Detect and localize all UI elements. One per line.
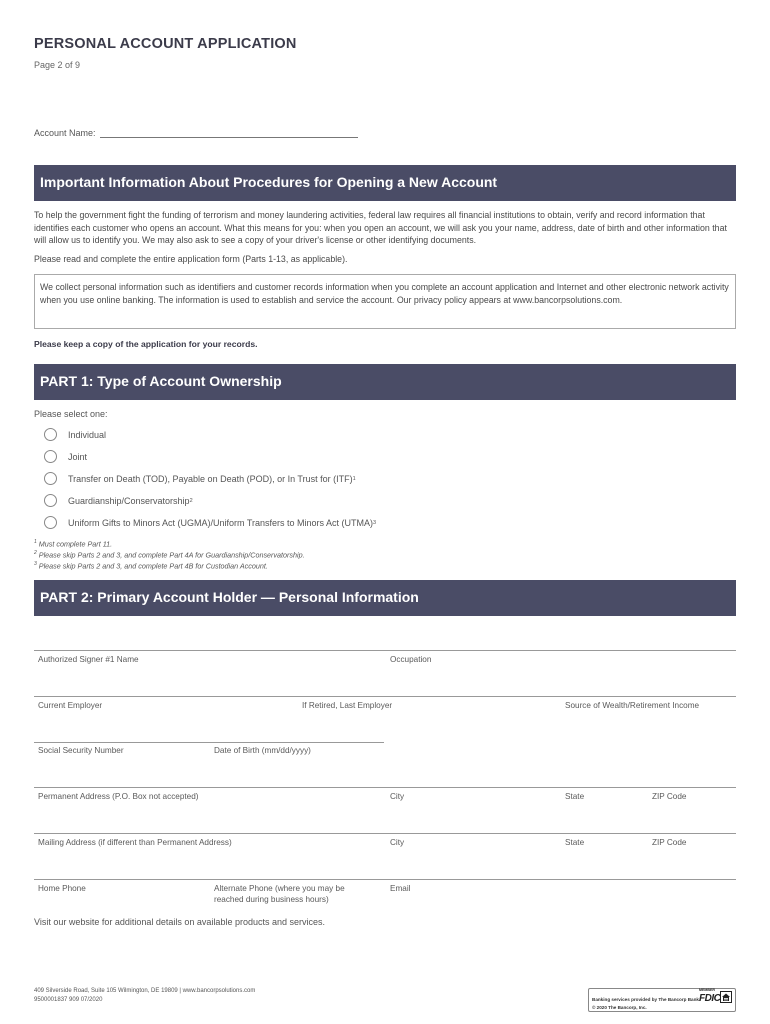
account-name-row <box>34 128 358 138</box>
option-label: Uniform Gifts to Minors Act (UGMA)/Uniform Transfers to Minors Act (UTMA) <box>68 517 374 528</box>
bank-disclosure-badge <box>588 988 736 1012</box>
member-text: MEMBER <box>699 988 715 992</box>
radio-individual[interactable] <box>44 428 57 441</box>
signer-name-field[interactable]: Authorized Signer #1 Name <box>38 655 139 664</box>
bank-note: Banking services provided by The Bancorp Bank. <box>592 997 701 1002</box>
ssn-field[interactable]: Social Security Number <box>38 746 124 755</box>
field-rule <box>34 742 384 743</box>
option-label: Guardianship/Conservatorship <box>68 495 190 506</box>
home-phone-field[interactable]: Home Phone <box>38 884 86 893</box>
account-name-field[interactable] <box>100 128 358 138</box>
footnote-3: $^3$ Please skip Parts 2 and 3, and complete Part 4B for Custodian Account. <box>34 561 268 571</box>
option-label: Transfer on Death (TOD), Payable on Death (POD), or In Trust for (ITF) <box>68 473 353 484</box>
page-number: Page 2 of 9 <box>34 60 81 70</box>
visit-website-note: Visit our website for additional details on available products and services. <box>34 917 325 927</box>
state-field[interactable]: State <box>565 792 585 801</box>
option-tod-pod-itf[interactable] <box>44 472 356 485</box>
footnote-mark: 2 <box>189 497 193 504</box>
current-employer-field[interactable]: Current Employer <box>38 701 103 710</box>
option-ugma-utma[interactable] <box>44 516 376 529</box>
radio-ugma-utma[interactable] <box>44 516 57 529</box>
option-label: Individual <box>68 429 107 440</box>
mailing-zip-field[interactable]: ZIP Code <box>652 838 687 847</box>
dob-field[interactable]: Date of Birth (mm/dd/yyyy) <box>214 746 311 755</box>
field-rule <box>34 696 736 697</box>
wealth-source-field[interactable]: Source of Wealth/Retirement Income <box>565 701 700 710</box>
form-code: 9500001837 909 07/2020 <box>34 997 103 1003</box>
part2-heading: PART 2: Primary Account Holder — Personal Information <box>34 580 736 616</box>
field-rule <box>34 879 736 880</box>
email-field[interactable]: Email <box>390 884 411 893</box>
city-field[interactable]: City <box>390 792 405 801</box>
fdic-logo: FDIC <box>699 993 721 1004</box>
field-rule <box>34 787 736 788</box>
keep-copy-note: Please keep a copy of the application for your records. <box>34 339 258 349</box>
mailing-city-field[interactable]: City <box>390 838 405 847</box>
equal-housing-icon <box>720 991 732 1003</box>
part1-heading: PART 1: Type of Account Ownership <box>34 364 736 400</box>
privacy-notice: We collect personal information such as identifiers and customer records information when you complete an account application and Internet and other electronic network activity when you use online banking. The information is used to establish and service the account. Our privacy policy appears at www.bancorpsolutions.com. <box>34 274 736 329</box>
footer-address-block <box>34 987 255 1005</box>
radio-joint[interactable] <box>44 450 57 463</box>
field-rule <box>34 650 736 651</box>
copyright: © 2020 The Bancorp, Inc. <box>592 1005 647 1010</box>
option-guardianship[interactable] <box>44 494 193 507</box>
account-name-label: Account Name: <box>34 128 96 138</box>
footer-address: 409 Silverside Road, Suite 105 Wilmington, DE 19809 | www.bancorpsolutions.com <box>34 988 256 994</box>
footnote-2: $^2$ Please skip Parts 2 and 3, and complete Part 4A for Guardianship/Conservatorship. <box>34 550 305 560</box>
radio-guardianship[interactable] <box>44 494 57 507</box>
permanent-address-field[interactable]: Permanent Address (P.O. Box not accepted) <box>38 792 199 801</box>
mailing-address-field[interactable]: Mailing Address (if different than Permanent Address) <box>38 838 232 847</box>
occupation-field[interactable]: Occupation <box>390 655 432 664</box>
option-label: Joint <box>68 451 88 462</box>
footnote-1: $^1$ Must complete Part 11. <box>34 539 113 549</box>
field-rule <box>34 833 736 834</box>
complete-form-instruction: Please read and complete the entire application form (Parts 1-13, as applicable). <box>34 254 348 264</box>
option-individual[interactable] <box>44 428 106 441</box>
page-title: PERSONAL ACCOUNT APPLICATION <box>34 36 297 52</box>
footnote-mark: 3 <box>373 519 377 526</box>
important-info-paragraph: To help the government fight the funding of terrorism and money laundering activities, federal law requires all financial institutions to obtain, verify and record information that identifies each customer who opens an account. What this means for you: when you open an account, we will ask you your name, address, date of birth and other information that will allow us to identify you. We may also ask to see a copy of your driver's license or other identifying documents. <box>34 210 727 246</box>
mailing-state-field[interactable]: State <box>565 838 585 847</box>
select-one-prompt: Please select one: <box>34 409 108 419</box>
option-joint[interactable] <box>44 450 87 463</box>
alternate-phone-field[interactable]: Alternate Phone (where you may be reached during business hours) <box>214 884 345 904</box>
important-info-heading: Important Information About Procedures for Opening a New Account <box>34 165 736 201</box>
last-employer-field[interactable]: If Retired, Last Employer <box>302 701 393 710</box>
footnote-mark: 1 <box>352 475 356 482</box>
radio-tod-pod-itf[interactable] <box>44 472 57 485</box>
zip-field[interactable]: ZIP Code <box>652 792 687 801</box>
